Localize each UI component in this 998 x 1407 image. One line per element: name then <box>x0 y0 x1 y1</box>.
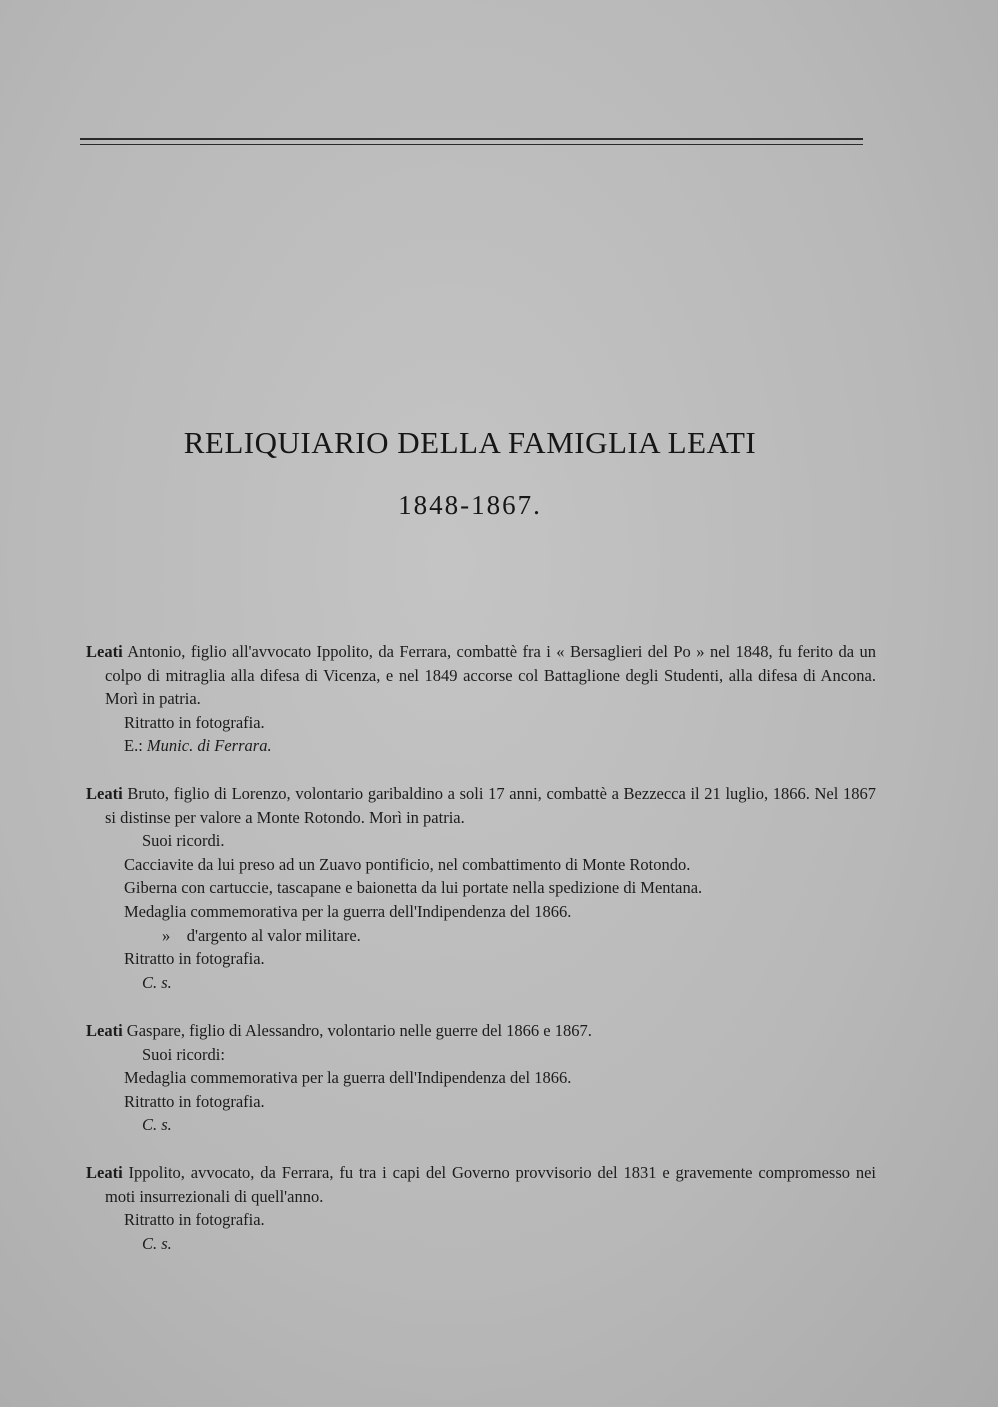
entry-line: Ritratto in fotografia. <box>124 1210 265 1230</box>
entry-paragraph <box>86 1161 876 1208</box>
entry-line: » d'argento al valor militare. <box>162 925 361 945</box>
entry-surname: Leati <box>86 1021 123 1040</box>
entry-line: Medaglia commemorativa per la guerra dell'Indipendenza del 1866. <box>124 1068 572 1088</box>
entry-line: Suoi ricordi: <box>142 1044 225 1064</box>
entry-surname: Leati <box>86 784 123 803</box>
entry-line: E.: Munic. di Ferrara. <box>124 736 272 756</box>
entry-text: Gaspare, figlio di Alessandro, volontario nelle guerre del 1866 e 1867. <box>122 1021 592 1040</box>
entry-text: Bruto, figlio di Lorenzo, volontario garibaldino a soli 17 anni, combattè a Bezzecca il 21 luglio, 1866. Nel 1867 si distinse per valore a Monte Rotondo. Morì in patria. <box>105 784 876 827</box>
entry-source: C. s. <box>142 1115 172 1135</box>
entry-surname: Leati <box>86 642 123 661</box>
entry-line: Cacciavite da lui preso ad un Zuavo pontificio, nel combattimento di Monte Rotondo. <box>124 854 691 874</box>
document-years: 1848-1867. <box>398 490 542 520</box>
entry-ippolito <box>86 1161 876 1255</box>
entry-surname: Leati <box>86 1163 123 1182</box>
entry-line: Giberna con cartuccie, tascapane e baionetta da lui portate nella spedizione di Mentana. <box>124 878 703 898</box>
entry-line: Medaglia commemorativa per la guerra dell'Indipendenza del 1866. <box>124 901 572 921</box>
entry-text: Ippolito, avvocato, da Ferrara, fu tra i capi del Governo provvisorio del 1831 e gravemente compromesso nei moti insurrezionali di quell'anno. <box>105 1163 876 1206</box>
entry-gaspare <box>86 1019 876 1137</box>
header-rule-thin <box>80 144 863 145</box>
entry-line: Ritratto in fotografia. <box>124 949 265 969</box>
entry-paragraph <box>86 782 876 829</box>
entry-paragraph <box>86 640 876 711</box>
entry-line: Ritratto in fotografia. <box>124 712 265 732</box>
entry-line: Ritratto in fotografia. <box>124 1091 265 1111</box>
entry-bruto <box>86 782 876 994</box>
entry-paragraph <box>86 1019 876 1043</box>
entry-text: Antonio, figlio all'avvocato Ippolito, da Ferrara, combattè fra i « Bersaglieri del Po » nel 1848, fu ferito da un colpo di mitraglia alla difesa di Vicenza, e nel 1849 accorse col Battaglione degli Studenti, alla difesa di Ancona. Morì in patria. <box>105 642 876 709</box>
entry-source: C. s. <box>142 1233 172 1253</box>
header-rule <box>80 138 863 140</box>
entry-antonio <box>86 640 876 758</box>
entry-line: Suoi ricordi. <box>142 831 225 851</box>
document-title: RELIQUIARIO DELLA FAMIGLIA LEATI <box>183 425 757 460</box>
entry-source: C. s. <box>142 972 172 992</box>
